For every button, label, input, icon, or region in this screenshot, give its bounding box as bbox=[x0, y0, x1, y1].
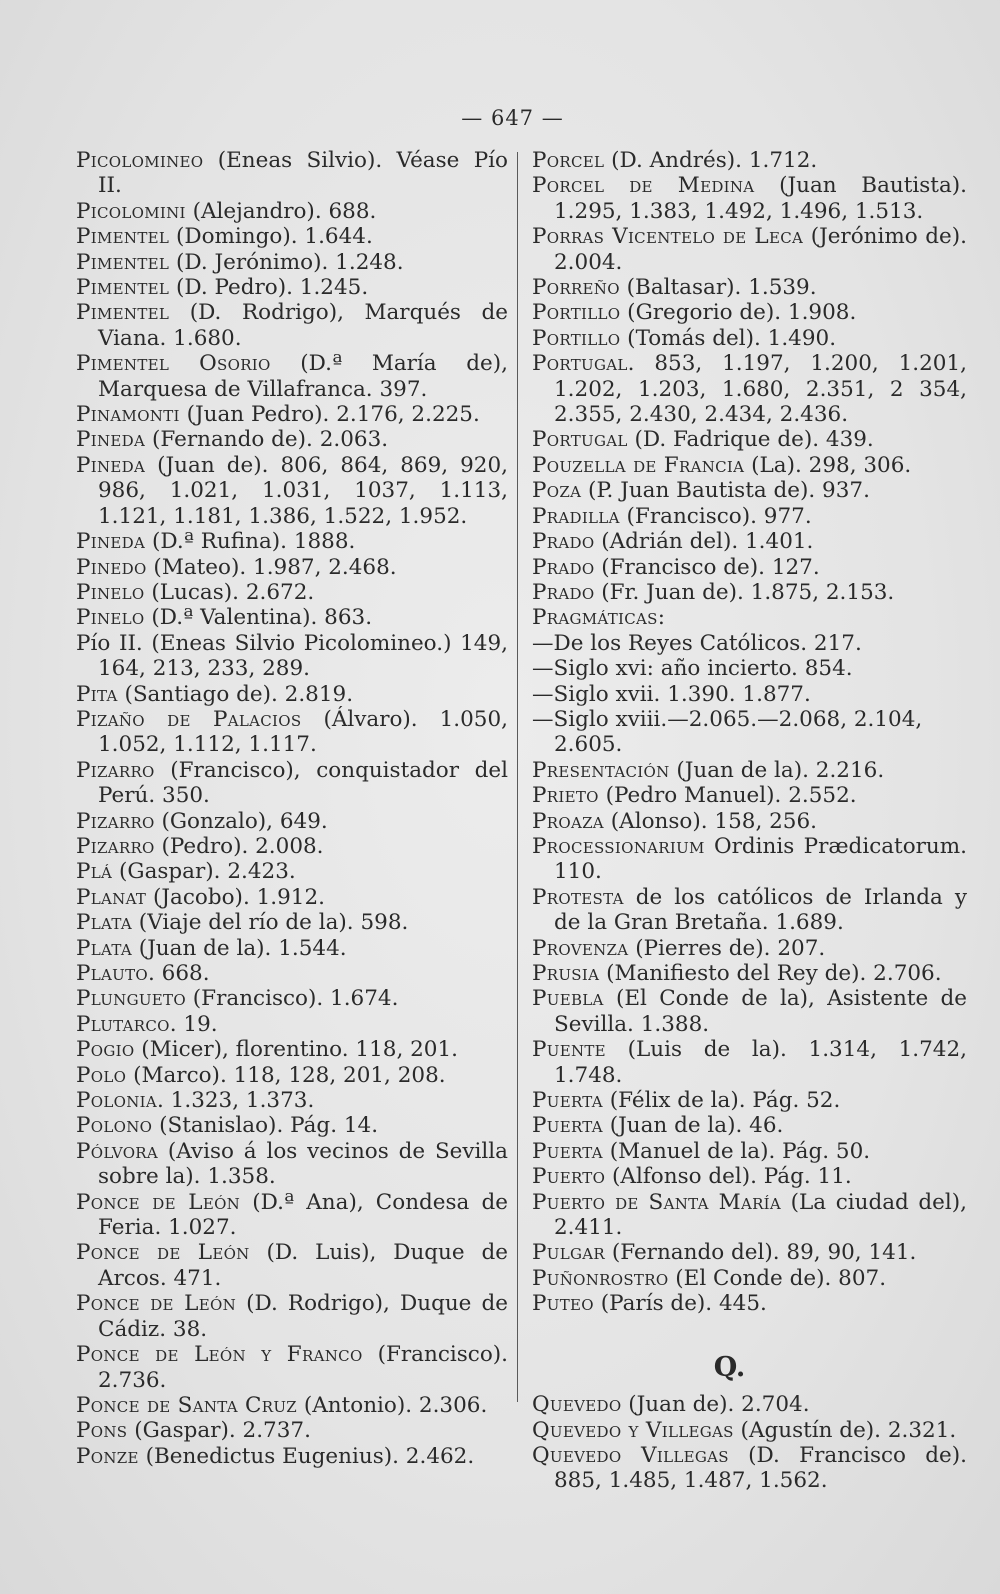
entry-references: (Mateo). 1.987, 2.468. bbox=[146, 554, 397, 580]
entry-heading: Pradilla bbox=[532, 503, 620, 529]
entry-references: (Fernando del). 89, 90, 141. bbox=[604, 1240, 917, 1266]
index-entry bbox=[76, 250, 508, 275]
entry-references: (La ciudad del), 2.411. bbox=[554, 1189, 967, 1241]
entry-references: (D. Luis), Duque de Arcos. 471. bbox=[98, 1240, 508, 1291]
entry-references: (D.ª Rufina). 1888. bbox=[145, 529, 356, 555]
entry-references: (D.ª María de), Marquesa de Villafranca. 397. bbox=[98, 351, 508, 402]
index-entry bbox=[532, 351, 967, 427]
index-entry bbox=[532, 1113, 967, 1138]
index-entry bbox=[76, 809, 508, 834]
entry-references: . 19. bbox=[169, 1011, 218, 1037]
entry-heading: Puerto de Santa María bbox=[532, 1189, 782, 1215]
entry-heading: Puerta bbox=[532, 1088, 603, 1114]
index-entry bbox=[532, 555, 967, 580]
entry-references: (Gregorio de). 1.908. bbox=[620, 300, 857, 326]
index-entry bbox=[532, 961, 967, 986]
entry-references: (Baltasar). 1.539. bbox=[619, 275, 817, 301]
entry-heading: Pólvora bbox=[76, 1138, 159, 1164]
entry-references: (Pedro Manuel). 2.552. bbox=[598, 783, 857, 809]
index-entry bbox=[76, 1342, 508, 1393]
entry-heading: Protesta bbox=[532, 884, 624, 910]
entry-heading: Puteo bbox=[532, 1291, 594, 1317]
index-entry bbox=[532, 580, 967, 605]
entry-references: (Juan de). 806, 864, 869, 920, 986, 1.021, 1.031, 1037, 1.113, 1.121, 1.181, 1.386, 1.522, 1.952. bbox=[98, 452, 508, 529]
entry-heading: Pogio bbox=[76, 1037, 135, 1063]
entry-heading: Proaza bbox=[532, 808, 604, 834]
entry-references: de los católicos de Irlanda y de la Gran Bretaña. 1.689. bbox=[554, 884, 967, 936]
index-subentry: —Siglo xvi: año incierto. 854. bbox=[532, 656, 853, 682]
index-entry bbox=[532, 1164, 967, 1189]
entry-heading: Pizaño de Palacios bbox=[76, 706, 302, 732]
entry-heading: Porras Vicentelo de Leca bbox=[532, 224, 804, 250]
entry-references: (D.ª Valentina). 863. bbox=[144, 605, 373, 631]
index-subentry: —Siglo xvii. 1.390. 1.877. bbox=[532, 681, 811, 707]
entry-references: (Francisco). 977. bbox=[619, 503, 812, 529]
entry-references: (Jacobo). 1.912. bbox=[146, 884, 325, 910]
entry-heading: Porcel de Medina bbox=[532, 173, 755, 199]
entry-heading: Pinelo bbox=[76, 605, 145, 631]
index-entry bbox=[532, 427, 967, 452]
entry-heading: Pinamonti bbox=[76, 402, 180, 428]
index-entry bbox=[532, 605, 967, 630]
entry-references: (D. Rodrigo), Duque de Cádiz. 38. bbox=[98, 1291, 508, 1342]
index-entry bbox=[532, 275, 967, 300]
entry-references: (Gonzalo), 649. bbox=[154, 808, 328, 834]
index-entry bbox=[76, 1190, 508, 1241]
entry-references: (D. Jerónimo). 1.248. bbox=[169, 249, 404, 275]
index-entry bbox=[76, 275, 508, 300]
entry-references: (Adrián del). 1.401. bbox=[594, 529, 814, 555]
index-entry bbox=[76, 859, 508, 884]
index-entry bbox=[532, 758, 967, 783]
entry-heading: Poza bbox=[532, 478, 582, 504]
index-entry bbox=[532, 809, 967, 834]
entry-heading: Prado bbox=[532, 529, 595, 555]
entry-heading: Quevedo Villegas bbox=[532, 1442, 729, 1468]
index-subentry: —De los Reyes Católicos. 217. bbox=[532, 630, 862, 656]
entry-heading: Pinedo bbox=[76, 554, 147, 580]
entry-references: . 668. bbox=[148, 961, 210, 986]
entry-references: (Alonso). 158, 256. bbox=[603, 808, 817, 834]
entry-references: (Benedictus Eugenius). 2.462. bbox=[138, 1443, 475, 1469]
entry-heading: Pineda bbox=[76, 427, 146, 453]
entry-heading: Pimentel bbox=[76, 249, 170, 275]
index-entry bbox=[532, 834, 967, 885]
entry-references: (Alejandro). 688. bbox=[185, 198, 377, 224]
entry-heading: Quevedo bbox=[532, 1392, 622, 1418]
entry-heading: Ponce de Santa Cruz bbox=[76, 1392, 298, 1418]
index-entry bbox=[532, 1190, 967, 1241]
entry-heading: Pimentel Osorio bbox=[76, 351, 271, 377]
index-entry bbox=[532, 1088, 967, 1113]
entry-heading: Polono bbox=[76, 1113, 153, 1139]
index-entry bbox=[76, 1012, 508, 1037]
entry-references: (Agustín de). 2.321. bbox=[733, 1417, 957, 1443]
entry-references: (Eneas Silvio). Véase Pío II. bbox=[98, 148, 508, 199]
index-entry bbox=[532, 1291, 967, 1316]
entry-references: (Francisco), conquistador del Perú. 350. bbox=[98, 757, 508, 809]
entry-references: (Gaspar). 2.737. bbox=[127, 1418, 311, 1444]
entry-references: (Lucas). 2.672. bbox=[144, 579, 315, 605]
entry-heading: Prado bbox=[532, 579, 595, 605]
entry-references: (Pierres de). 207. bbox=[628, 935, 826, 961]
entry-references: : bbox=[657, 605, 666, 631]
entry-references: (D. Francisco de). 885, 1.485, 1.487, 1.562. bbox=[554, 1442, 968, 1494]
index-entry bbox=[76, 1037, 508, 1062]
entry-heading: Ponce de León bbox=[76, 1240, 250, 1266]
entry-references: (La). 298, 306. bbox=[744, 452, 912, 478]
index-entry bbox=[532, 148, 967, 173]
entry-heading: Provenza bbox=[532, 935, 629, 961]
entry-references: (Viaje del río de la). 598. bbox=[131, 910, 409, 936]
index-entry bbox=[76, 453, 508, 529]
entry-references: (Antonio). 2.306. bbox=[297, 1392, 488, 1418]
entry-heading: Pizarro bbox=[76, 757, 155, 783]
index-entry bbox=[532, 326, 967, 351]
entry-heading: Pimentel bbox=[76, 275, 170, 301]
entry-references: (Francisco). 2.736. bbox=[98, 1342, 508, 1393]
entry-heading: Prusia bbox=[532, 961, 600, 986]
index-entry bbox=[532, 936, 967, 961]
index-entry bbox=[532, 1392, 967, 1417]
entry-heading: Pouzella de Francia bbox=[532, 452, 745, 478]
entry-references: (Juan Bautista). 1.295, 1.383, 1.492, 1.496, 1.513. bbox=[554, 173, 967, 224]
entry-heading: Pineda bbox=[76, 452, 146, 478]
index-entry bbox=[76, 555, 508, 580]
index-group-p bbox=[532, 148, 967, 631]
index-group-p-continued bbox=[532, 758, 967, 1317]
index-entry bbox=[532, 453, 967, 478]
entry-heading: Puerta bbox=[532, 1113, 603, 1139]
entry-heading: Polonia bbox=[76, 1088, 158, 1114]
index-entry bbox=[76, 1139, 508, 1190]
index-entry bbox=[532, 173, 967, 224]
entry-heading: Ponce de León bbox=[76, 1291, 237, 1317]
index-entry bbox=[76, 1291, 508, 1342]
index-entry bbox=[76, 529, 508, 554]
entry-heading: Presentación bbox=[532, 757, 670, 783]
entry-references: (D. Andrés). 1.712. bbox=[604, 148, 818, 173]
entry-references: (Micer), florentino. 118, 201. bbox=[134, 1037, 458, 1063]
entry-heading: Porreño bbox=[532, 275, 620, 301]
entry-heading: Plutarco bbox=[76, 1011, 170, 1037]
index-entry bbox=[76, 1088, 508, 1113]
index-entry bbox=[76, 199, 508, 224]
entry-references: (Fernando de). 2.063. bbox=[145, 427, 389, 453]
entry-heading: Portillo bbox=[532, 300, 621, 326]
entry-heading: Pons bbox=[76, 1418, 128, 1444]
index-column-left bbox=[76, 148, 508, 1469]
entry-references: (Santiago de). 2.819. bbox=[117, 681, 354, 707]
index-entry bbox=[76, 351, 508, 402]
index-entry bbox=[532, 1037, 967, 1088]
index-entry bbox=[76, 986, 508, 1011]
index-entry bbox=[532, 1240, 967, 1265]
entry-heading: Planat bbox=[76, 884, 147, 910]
entry-heading: Plata bbox=[76, 910, 132, 936]
entry-heading: Ponze bbox=[76, 1443, 139, 1469]
entry-heading: Pinelo bbox=[76, 579, 145, 605]
entry-heading: Quevedo y Villegas bbox=[532, 1417, 734, 1443]
entry-references: . 853, 1.197, 1.200, 1.201, 1.202, 1.203, 1.680, 2.351, 2 354, 2.355, 2.430, 2.434, 2.436. bbox=[554, 351, 967, 428]
entry-heading: Pulgar bbox=[532, 1240, 605, 1266]
page-number: — 647 — bbox=[461, 106, 564, 130]
entry-references: (D.ª Ana), Condesa de Feria. 1.027. bbox=[98, 1189, 508, 1241]
index-entry bbox=[532, 885, 967, 936]
index-entry bbox=[532, 300, 967, 325]
index-entry bbox=[76, 631, 508, 682]
entry-heading: Portillo bbox=[532, 325, 621, 351]
index-entry bbox=[532, 504, 967, 529]
entry-references: (Fr. Juan de). 1.875, 2.153. bbox=[594, 579, 895, 605]
entry-heading: Polo bbox=[76, 1062, 127, 1088]
entry-heading: Pineda bbox=[76, 529, 146, 555]
index-entry bbox=[76, 885, 508, 910]
entry-references: (D. Pedro). 1.245. bbox=[169, 275, 369, 301]
index-entry bbox=[532, 1266, 967, 1291]
index-entry bbox=[76, 402, 508, 427]
index-entry bbox=[76, 1240, 508, 1291]
index-entry bbox=[76, 300, 508, 351]
index-entry bbox=[76, 1063, 508, 1088]
index-group-q bbox=[532, 1392, 967, 1494]
entry-references: (Luis de la). 1.314, 1.742, 1.748. bbox=[554, 1037, 967, 1088]
index-entry bbox=[76, 1393, 508, 1418]
entry-references: (El Conde de). 807. bbox=[668, 1265, 887, 1291]
index-entry bbox=[76, 427, 508, 452]
entry-heading: Pimentel bbox=[76, 224, 170, 250]
index-entry bbox=[76, 682, 508, 707]
entry-references: (Juan de la). 1.544. bbox=[131, 935, 347, 961]
entry-references: (El Conde de la), Asistente de Sevilla. 1.388. bbox=[554, 986, 967, 1037]
entry-heading: Picolomini bbox=[76, 198, 186, 224]
entry-references: (Juan de la). 2.216. bbox=[669, 757, 885, 783]
entry-references: (Gaspar). 2.423. bbox=[112, 859, 296, 885]
entry-references: (Juan de la). 46. bbox=[602, 1113, 784, 1139]
entry-heading: Ponce de León y Franco bbox=[76, 1342, 363, 1368]
entry-references: (Marco). 118, 128, 201, 208. bbox=[126, 1062, 446, 1088]
index-entry bbox=[76, 707, 508, 758]
index-entry bbox=[76, 1113, 508, 1138]
entry-heading: Plata bbox=[76, 935, 132, 961]
entry-heading: Ponce de León bbox=[76, 1189, 241, 1215]
entry-references: (Álvaro). 1.050, 1.052, 1.112, 1.117. bbox=[98, 706, 508, 758]
entry-references: (Alfonso del). Pág. 11. bbox=[605, 1164, 852, 1190]
entry-heading: Plungueto bbox=[76, 986, 186, 1012]
index-entry bbox=[76, 148, 508, 199]
index-entry bbox=[76, 758, 508, 809]
index-entry bbox=[76, 1418, 508, 1443]
entry-references: (D. Rodrigo), Marqués de Viana. 1.680. bbox=[98, 300, 508, 351]
entry-heading: Pragmáticas bbox=[532, 605, 658, 631]
index-entry bbox=[76, 936, 508, 961]
index-entry bbox=[532, 986, 967, 1037]
entry-heading: Portugal bbox=[532, 351, 628, 377]
index-entry bbox=[76, 580, 508, 605]
entry-heading: Puerta bbox=[532, 1138, 603, 1164]
entry-references: (Tomás del). 1.490. bbox=[620, 325, 837, 351]
section-letter-q: Q. bbox=[713, 1351, 746, 1383]
index-entry bbox=[76, 834, 508, 859]
entry-heading: Porcel bbox=[532, 148, 605, 173]
entry-references: (Stanislao). Pág. 14. bbox=[152, 1113, 379, 1139]
entry-heading: Portugal bbox=[532, 427, 628, 453]
column-divider bbox=[517, 152, 518, 1402]
index-subentry: —Siglo xviii.—2.065.—2.068, 2.104, 2.605. bbox=[532, 706, 923, 758]
entry-heading: Pizarro bbox=[76, 808, 155, 834]
entry-heading: Picolomineo bbox=[76, 148, 204, 173]
index-entry bbox=[76, 1444, 508, 1469]
entry-references: Pío II. (Eneas Silvio Picolomineo.) 149, 164, 213, 233, 289. bbox=[76, 630, 508, 682]
entry-references: (Aviso á los vecinos de Sevilla sobre la). 1.358. bbox=[98, 1138, 508, 1190]
index-entry bbox=[532, 529, 967, 554]
entry-references: (Domingo). 1.644. bbox=[169, 224, 373, 250]
index-entry bbox=[76, 961, 508, 986]
entry-references: (P. Juan Bautista de). 937. bbox=[581, 478, 870, 504]
entry-references: (París de). 445. bbox=[593, 1291, 767, 1317]
index-entry bbox=[532, 224, 967, 275]
entry-heading: Pimentel bbox=[76, 300, 170, 326]
index-entry bbox=[532, 1139, 967, 1164]
entry-references: (Pedro). 2.008. bbox=[154, 833, 324, 859]
entry-heading: Plauto bbox=[76, 961, 149, 986]
index-entry bbox=[76, 605, 508, 630]
entry-references: (Juan de). 2.704. bbox=[621, 1392, 810, 1418]
index-entry bbox=[76, 224, 508, 249]
index-entry bbox=[76, 910, 508, 935]
pragmaticas-subentries bbox=[532, 631, 967, 758]
entry-references: (Francisco). 1.674. bbox=[185, 986, 399, 1012]
entry-heading: Processionarium bbox=[532, 833, 705, 859]
entry-heading: Puente bbox=[532, 1037, 606, 1063]
entry-heading: Puerto bbox=[532, 1164, 606, 1190]
entry-references: (Jerónimo de). 2.004. bbox=[554, 224, 967, 275]
index-entry bbox=[532, 1418, 967, 1443]
entry-heading: Prieto bbox=[532, 783, 599, 809]
entry-heading: Puñonrostro bbox=[532, 1265, 669, 1291]
entry-references: (Manifiesto del Rey de). 2.706. bbox=[599, 961, 942, 986]
index-entry bbox=[532, 1443, 967, 1494]
entry-references: (D. Fadrique de). 439. bbox=[627, 427, 874, 453]
entry-heading: Puebla bbox=[532, 986, 604, 1012]
index-entry bbox=[532, 478, 967, 503]
entry-references: Ordinis Prædicatorum. 110. bbox=[554, 833, 967, 885]
entry-references: (Francisco de). 127. bbox=[594, 554, 820, 580]
entry-heading: Pizarro bbox=[76, 833, 155, 859]
entry-references: (Manuel de la). Pág. 50. bbox=[602, 1138, 871, 1164]
entry-heading: Plá bbox=[76, 859, 113, 885]
entry-heading: Prado bbox=[532, 554, 595, 580]
entry-heading: Pita bbox=[76, 681, 118, 707]
index-entry bbox=[532, 783, 967, 808]
entry-references: (Juan Pedro). 2.176, 2.225. bbox=[179, 402, 480, 428]
entry-references: . 1.323, 1.373. bbox=[157, 1088, 315, 1114]
index-column-right bbox=[532, 148, 967, 1494]
entry-references: (Félix de la). Pág. 52. bbox=[602, 1088, 841, 1114]
